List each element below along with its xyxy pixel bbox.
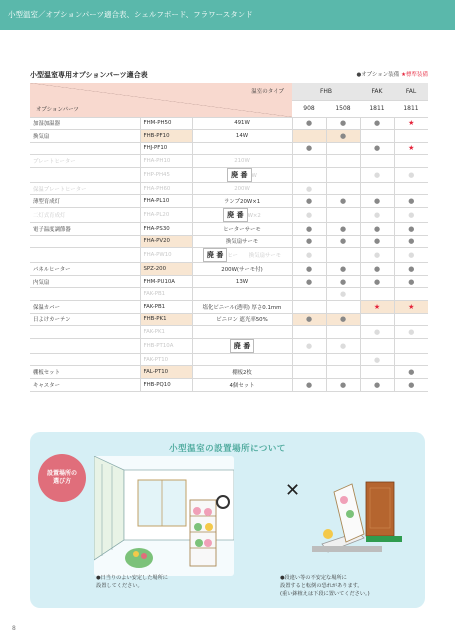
compat-cell: ● [360, 275, 394, 288]
model-number: FAK-PT10 [140, 353, 192, 366]
compat-cell: ★ [394, 301, 428, 314]
model-number: FHB-PT10A [140, 338, 192, 353]
part-name: パネルヒーター [30, 263, 140, 276]
compat-cell: ● [360, 117, 394, 130]
ok-mark-icon [216, 495, 230, 509]
compat-cell [360, 182, 394, 195]
spec: 棚板2枚 [192, 366, 292, 379]
compat-cell: ● [360, 379, 394, 392]
group-header: FAK [360, 83, 394, 100]
compat-cell: ● [326, 117, 360, 130]
compat-cell [360, 313, 394, 326]
corner-label-type: 温室のタイプ [251, 89, 284, 95]
table-row [30, 182, 428, 195]
group-header: FAL [394, 83, 428, 100]
table-row [30, 142, 428, 155]
model-number: FHA-PS30 [140, 223, 192, 236]
model-number: FHB-PF10 [140, 130, 192, 143]
compat-cell [326, 248, 360, 263]
spec: ランプ20W×1 [192, 195, 292, 208]
model-number: FHP-PH45 [140, 167, 192, 182]
part-name [30, 288, 140, 301]
compat-cell [326, 353, 360, 366]
compat-cell: ● [292, 338, 326, 353]
part-name: 電子温度調節器 [30, 223, 140, 236]
compat-cell [360, 288, 394, 301]
spec-text: W×2 [247, 213, 261, 220]
spec [192, 208, 292, 223]
part-name [30, 248, 140, 263]
compat-cell [360, 155, 394, 168]
spec: 13W [192, 275, 292, 288]
part-name: 二灯式育成灯 [30, 208, 140, 223]
spec: 210W [192, 155, 292, 168]
part-name: 保温プレートヒーター [30, 182, 140, 195]
part-name [30, 326, 140, 339]
table-row [30, 167, 428, 182]
spec: 塩化ビニール(透明) 厚さ0.1mm [192, 301, 292, 314]
compat-cell [394, 182, 428, 195]
spec: 4個セット [192, 379, 292, 392]
compat-cell [292, 155, 326, 168]
group-header: FHB [292, 83, 360, 100]
table-row [30, 117, 428, 130]
compat-cell [394, 130, 428, 143]
table-row [30, 379, 428, 392]
discontinued-tag: 廃 番 [203, 248, 227, 262]
model-number: FAK-PB1 [140, 301, 192, 314]
caption-line: (重い鉢植えは下段に置いてください。) [280, 591, 370, 597]
spec: ビニロン 遮光率50% [192, 313, 292, 326]
ng-mark-icon: ✕ [285, 480, 301, 501]
discontinued-tag: 廃 番 [227, 168, 251, 182]
table-row [30, 263, 428, 276]
compat-cell [292, 301, 326, 314]
model-number: SPZ-200 [140, 263, 192, 276]
part-name: 保温カバー [30, 301, 140, 314]
compat-cell [326, 182, 360, 195]
part-name [30, 167, 140, 182]
compat-cell [292, 366, 326, 379]
compat-cell: ● [292, 208, 326, 223]
model-number: FHA-PL20 [140, 208, 192, 223]
page-header-title: 小型温室／オプションパーツ適合表、シェルフボード、フラワースタンド [8, 10, 253, 19]
part-name: 日よけカーテン [30, 313, 140, 326]
part-name: 換気扇 [30, 130, 140, 143]
compat-cell: ● [292, 275, 326, 288]
compat-cell: ● [394, 263, 428, 276]
model-number: FHA-PH60 [140, 182, 192, 195]
compat-cell [394, 338, 428, 353]
compat-cell: ● [394, 248, 428, 263]
compat-cell [360, 130, 394, 143]
option-parts-table [30, 83, 428, 392]
compat-cell: ● [292, 263, 326, 276]
table-legend [357, 70, 429, 78]
compat-cell: ● [360, 223, 394, 236]
model-number: FHB-PQ10 [140, 379, 192, 392]
model-number: FAK-PB1 [140, 288, 192, 301]
compat-cell: ● [394, 208, 428, 223]
table-row [30, 326, 428, 339]
compat-cell: ● [326, 235, 360, 248]
table-corner-cell [30, 83, 292, 117]
discontinued-tag: 廃 番 [223, 208, 247, 222]
model-number: FHB-PK1 [140, 313, 192, 326]
compat-cell [326, 208, 360, 223]
compat-cell [394, 353, 428, 366]
table-row [30, 275, 428, 288]
part-name [30, 338, 140, 353]
install-location-panel [30, 432, 425, 608]
model-number: FHM-PH50 [140, 117, 192, 130]
compat-cell [326, 326, 360, 339]
spec: 491W [192, 117, 292, 130]
table-row [30, 130, 428, 143]
compat-cell: ● [360, 263, 394, 276]
compat-cell: ● [292, 182, 326, 195]
compat-cell [360, 338, 394, 353]
compat-cell [326, 155, 360, 168]
spec: 換気扇サーモ [192, 235, 292, 248]
compat-cell: ● [394, 167, 428, 182]
part-name: 棚板セット [30, 366, 140, 379]
compat-cell: ★ [394, 142, 428, 155]
compat-cell: ● [326, 195, 360, 208]
compat-cell [326, 167, 360, 182]
compat-cell: ★ [360, 301, 394, 314]
compat-cell: ● [394, 379, 428, 392]
spec-text: ヒー 換気扇サーモ [227, 253, 282, 260]
spec: 200W [192, 182, 292, 195]
part-name [30, 353, 140, 366]
table-body [30, 117, 428, 391]
ok-illustration [94, 456, 234, 576]
ok-caption [96, 574, 168, 590]
compat-cell: ● [292, 117, 326, 130]
caption-line: 設置すると転倒の恐れがあります。 [280, 583, 363, 589]
part-name: キャスター [30, 379, 140, 392]
compat-cell: ● [292, 379, 326, 392]
compat-cell [326, 366, 360, 379]
size-header: 1811 [360, 100, 394, 117]
compat-cell: ● [326, 313, 360, 326]
compat-cell [292, 130, 326, 143]
compat-cell: ● [292, 248, 326, 263]
legend-option: ●オプション装備 [356, 72, 400, 78]
compat-cell [394, 288, 428, 301]
install-title: 小型温室の設置場所について [169, 444, 286, 454]
compat-cell: ● [326, 338, 360, 353]
spec [192, 167, 292, 182]
compat-cell [394, 313, 428, 326]
compat-cell: ● [394, 326, 428, 339]
table-title: 小型温室専用オプションパーツ適合表 [30, 71, 148, 79]
compat-cell: ● [394, 235, 428, 248]
table-row [30, 353, 428, 366]
table-row [30, 313, 428, 326]
compat-cell [292, 326, 326, 339]
compat-cell: ● [394, 366, 428, 379]
spec [192, 248, 292, 263]
compat-cell: ● [326, 130, 360, 143]
discontinued-tag: 廃 番 [230, 339, 254, 353]
spec [192, 338, 292, 353]
page-number: 8 [12, 625, 16, 632]
location-badge [38, 454, 86, 502]
model-number: FAL-PT10 [140, 366, 192, 379]
part-name: プレートヒーター [30, 155, 140, 168]
compat-cell: ● [394, 275, 428, 288]
spec [192, 142, 292, 155]
compat-cell [292, 288, 326, 301]
spec: 14W [192, 130, 292, 143]
size-header: 1508 [326, 100, 360, 117]
model-number: FHM-PU10A [140, 275, 192, 288]
compat-cell: ● [360, 353, 394, 366]
spec: 200W(サーモ付) [192, 263, 292, 276]
corner-label-parts: オプションパーツ [36, 106, 79, 113]
page-header-bar [0, 0, 455, 30]
model-number: FHA-PW10 [140, 248, 192, 263]
table-row [30, 223, 428, 236]
compat-cell: ● [360, 248, 394, 263]
compat-cell: ● [360, 167, 394, 182]
table-row [30, 155, 428, 168]
table-header-row [30, 83, 428, 100]
compat-cell: ● [326, 288, 360, 301]
table-row [30, 208, 428, 223]
compat-cell: ● [292, 235, 326, 248]
compat-cell: ● [360, 195, 394, 208]
spec [192, 326, 292, 339]
badge-line: 選び方 [52, 478, 71, 485]
ng-illustration [292, 474, 412, 564]
compat-cell: ● [360, 235, 394, 248]
spec-text: W [251, 172, 257, 179]
compat-cell: ● [292, 223, 326, 236]
ng-caption [280, 574, 370, 598]
compat-cell [326, 142, 360, 155]
compat-cell [292, 353, 326, 366]
model-number: FAK-PK1 [140, 326, 192, 339]
part-name [30, 235, 140, 248]
compat-cell [292, 167, 326, 182]
spec [192, 353, 292, 366]
compat-cell: ● [326, 275, 360, 288]
part-name: 内気扇 [30, 275, 140, 288]
table-row [30, 366, 428, 379]
compat-cell: ● [326, 379, 360, 392]
caption-line: ●日当りのよい安定した場所に [96, 575, 168, 581]
legend-standard: ★標準装備 [401, 72, 428, 78]
table-row [30, 235, 428, 248]
model-number: FHA-PL10 [140, 195, 192, 208]
compat-cell [326, 301, 360, 314]
compat-cell [360, 366, 394, 379]
compat-cell: ● [394, 195, 428, 208]
compat-cell: ● [326, 263, 360, 276]
table-row [30, 301, 428, 314]
spec [192, 288, 292, 301]
part-name: 薄型育成灯 [30, 195, 140, 208]
badge-line: 設置場所の [46, 470, 77, 477]
size-header: 1811 [394, 100, 428, 117]
table-row [30, 195, 428, 208]
caption-line: ●段違い等の不安定な場所に [280, 575, 347, 581]
compat-cell: ● [292, 313, 326, 326]
table-row [30, 338, 428, 353]
compat-cell: ● [394, 223, 428, 236]
table-row [30, 248, 428, 263]
part-name [30, 142, 140, 155]
spec: ヒーターサーモ [192, 223, 292, 236]
model-number: FHJ-PF10 [140, 142, 192, 155]
compat-cell [394, 155, 428, 168]
compat-cell: ● [292, 195, 326, 208]
compat-cell: ● [292, 142, 326, 155]
compat-cell: ★ [394, 117, 428, 130]
model-number: FHA-PH10 [140, 155, 192, 168]
compat-cell: ● [360, 326, 394, 339]
part-name: 加湿加温器 [30, 117, 140, 130]
size-header: 908 [292, 100, 326, 117]
caption-line: 設置してください。 [96, 583, 143, 589]
model-number: FHA-PV20 [140, 235, 192, 248]
table-row [30, 288, 428, 301]
compat-cell: ● [360, 142, 394, 155]
compat-cell: ● [326, 223, 360, 236]
compat-cell: ● [360, 208, 394, 223]
